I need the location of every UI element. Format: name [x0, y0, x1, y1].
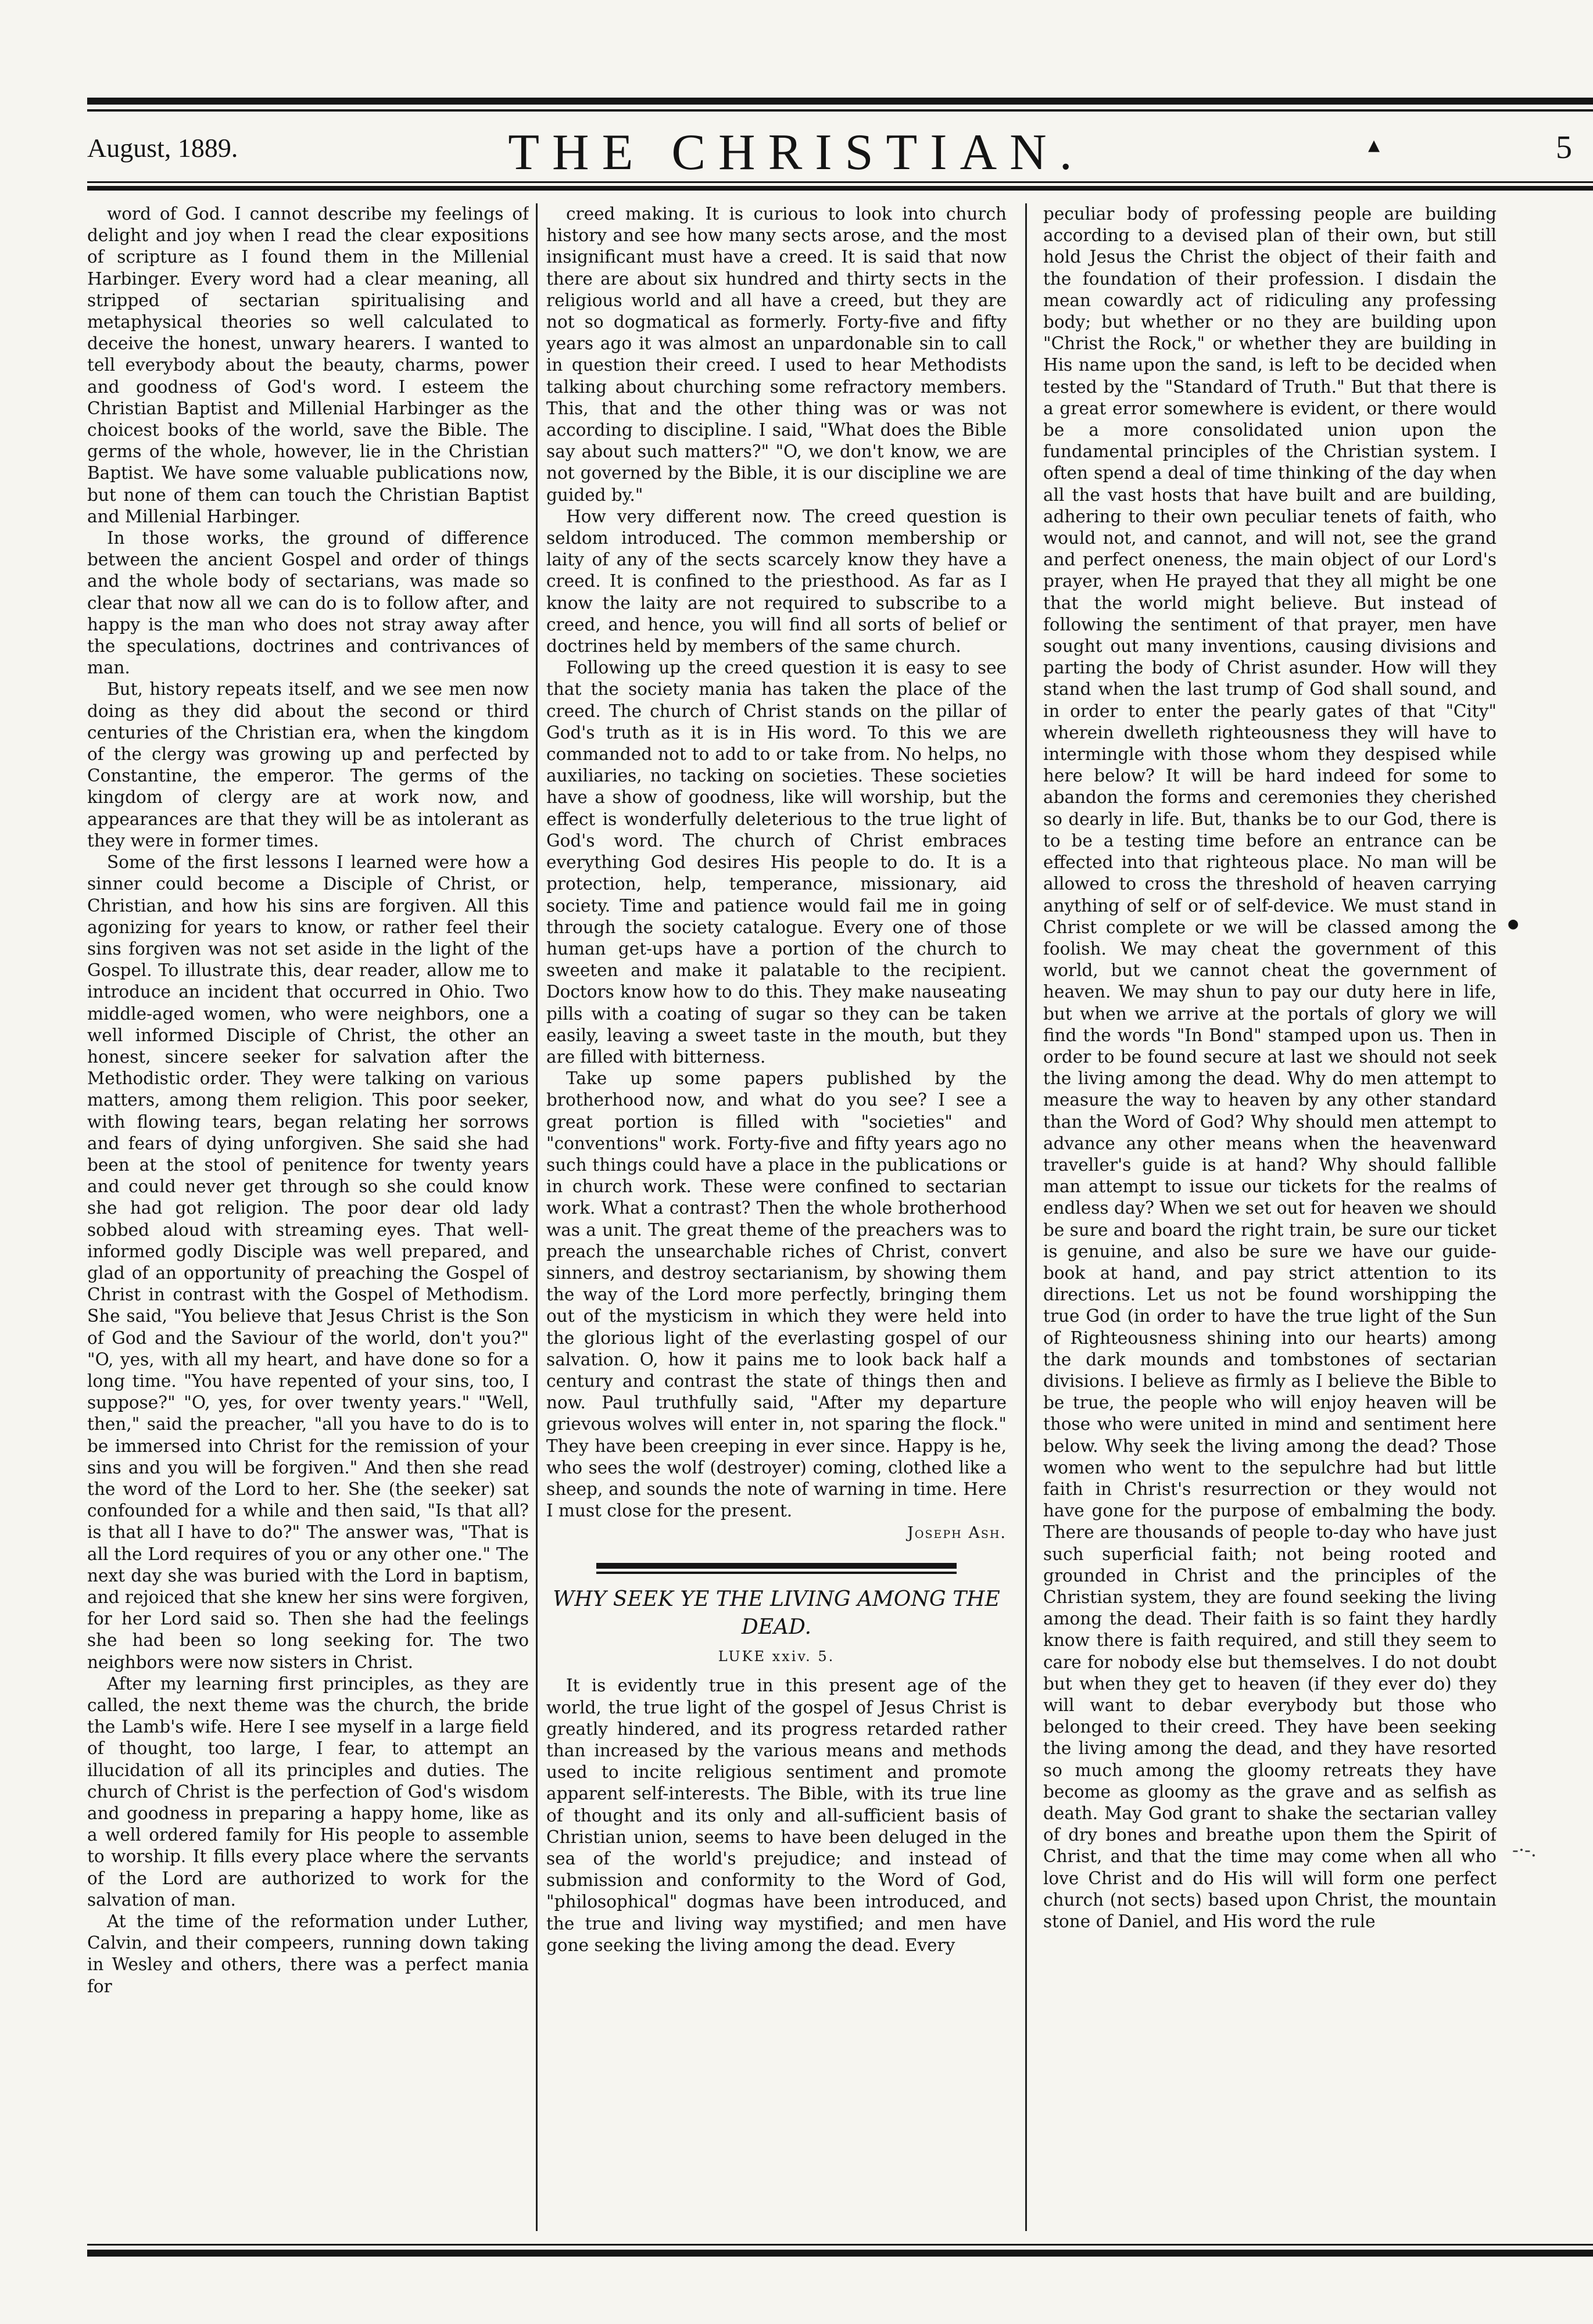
paragraph: Following up the creed question it is easy to see that the society mania has taken the place of the creed. The church of Christ stands on the pillar of God's truth as it is in His word. To this we are commanded not to add to or take from. No helps, no auxiliaries, no tacking on societies. These societies have a show of goodness, like will worship, but the effect is wonderfully deleterious to the true light of God's word. The church of Christ embraces everything God desires His people to do. It is a protection, help, temperance, missionary, aid society. Time and patience would fail me in going through the society catalogue. Every one of those human get-ups have a portion of the church to sweeten and make it palatable to the recipient. Doctors know how to do this. They make nauseating pills with a coating of sugar so they can be taken easily, leaving a sweet taste in the mouth, but they are filled with bitterness. — [546, 658, 1007, 1067]
paragraph: creed making. It is curious to look into church history and see how many sects arose, and the most insignificant must have a creed. It is said that now there are about six hundred and thirty sects in the religious world and all have a creed, but they are not so dogmatical as formerly. Forty-five and fifty years ago it was almost an unpardonable sin to call in question their creed. I used to hear Methodists talking about churching some refractory members. This, that and the other thing was or was not according to discipline. I said, "What does the Bible say about such matters?" "O, we don't know, we are not governed by the Bible, it is our discipline we are guided by." — [546, 204, 1007, 505]
column-divider-2 — [1025, 203, 1027, 2231]
top-rule-thick — [87, 98, 1593, 105]
paragraph: How very different now. The creed question is seldom introduced. The common membership or laity of any of the sects scarcely know they have a creed. It is confined to the priesthood. As far as I know the laity are not required to subscribe to a creed, and hence, you will find all sorts of belief or doctrines held by members of the same church. — [546, 506, 1007, 657]
bottom-rule-thin — [87, 2244, 1593, 2246]
column-divider-1 — [536, 203, 538, 2231]
column-1 — [87, 203, 529, 2236]
margin-mark: -·-. — [1512, 1839, 1537, 1861]
article-separator — [596, 1563, 957, 1574]
paragraph: But, history repeats itself, and we see men now doing as they did about the second or third centuries of the Christian era, when the kingdom of the clergy was growing up and perfected by Constantine, the emperor. The germs of the kingdom of clergy are at work now, and appearances are that they will be as intolerant as they were in former times. — [87, 679, 529, 851]
paragraph: It is evidently true in this present age of the world, the true light of the gospel of Jesus Christ is greatly hindered, and its progress retarded rather than increased by the various means and methods used to incite religious sentiment and promote apparent self-interests. The Bible, with its true line of thought and its only and all-sufficient basis of Christian union, seems to have been deluged in the sea of the world's prejudice; and instead of submission and conformity to the Word of God, "philosophical" dogmas have been introduced, and the true and living way mystified; and men have gone seeking the living among the dead. Every — [546, 1676, 1007, 1955]
paragraph: peculiar body of professing people are building according to a devised plan of their own, but still hold Jesus the Christ the object of their faith and the foundation of their profession. I disdain the mean cowardly act of ridiculing any professing body; but whether or no they are building upon "Christ the Rock," or whether they are building in His name upon the sand, is left to be decided when tested by the "Standard of Truth." But that there is a great error somewhere is evident, or there would be a more consolidated union upon the fundamental principles of the Christian system. I often spend a deal of time thinking of the day when all the vast hosts that have built and are building, adhering to their own peculiar tenets of faith, who would not, and cannot, and will not, see the grand and perfect oneness, the main object of our Lord's prayer, when He prayed that they all might be one that the world might believe. But instead of following the sentiment of that prayer, men have sought out many inventions, causing divisions and parting the body of Christ asunder. How will they stand when the last trump of God shall sound, and in order to enter the pearly gates of that "City" wherein dwelleth righteousness they will have to intermingle with those whom they despised while here below? It will be hard indeed for some to abandon the forms and ceremonies they cherished so dearly in life. But, thanks be to our God, there is to be a testing time before an entrance can be effected into that righteous place. No man will be allowed to cross the threshold of heaven carrying anything of self or of self-device. We must stand in Christ complete or we will be classed among the foolish. We may cheat the government of this world, but we cannot cheat the government of heaven. We may shun to pay our duty here in life, but when we arrive at the portals of glory we will find the words "In Bond" stamped upon us. Then in order to be found secure at last we should not seek the living among the dead. Why do men attempt to measure the way to heaven by any other standard than the Word of God? Why should men attempt to advance any other means when the heavenward traveller's guide is at hand? Why should fallible man attempt to issue our tickets for the realms of endless day? When we set out for heaven we should be sure and board the right train, be sure our ticket is genuine, and also be sure we have our guide-book at hand, and pay strict attention to its directions. Let us not be found worshipping the true God (in order to have the true light of the Sun of Righteousness shining into our hearts) among the dark mounds and tombstones of sectarian divisions. I believe as firmly as I believe the Bible to be true, the people who will enjoy heaven will be those who were united in mind and sentiment here below. Why seek the living among the dead? Those women who went to the sepulchre had but little faith in Christ's resurrection or they would not have gone for the purpose of embalming the body. There are thousands of people to-day who have just such superficial faith; not being rooted and grounded in Christ and the principles of the Christian system, they are found seeking the living among the dead. Their faith is so faint they hardly know there is faith required, and still they seem to care for nobody else but themselves. I do not doubt but when they get to heaven (if they ever do) they will want to debar everybody but those who belonged to their creed. They have been seeking the living among the dead, and they have resorted so much among the gloomy retreats they have become as gloomy as the grave and as selfish as death. May God grant to shake the sectarian valley of dry bones and breathe upon them the Spirit of Christ, and that the time may come when all who love Christ and do His will will form one perfect church (not sects) based upon Christ, the mountain stone of Daniel, and His word the rule — [1043, 204, 1497, 1932]
issue-date: August, 1889. — [87, 133, 238, 163]
ink-speck: ▴ — [1368, 131, 1380, 158]
paragraph: Some of the first lessons I learned were how a sinner could become a Disciple of Christ, or Christian, and how his sins are forgiven. All this agonizing for years to know, or rather feel their sins forgiven was not set aside in the light of the Gospel. To illustrate this, dear reader, allow me to introduce an incident that occurred in Ohio. Two middle-aged women, who were neighbors, one a well informed Disciple of Christ, the other an honest, sincere seeker for salvation after the Methodistic order. They were talking on various matters, among them religion. This poor seeker, with flowing tears, began relating her sorrows and fears of dying unforgiven. She said she had been at the stool of penitence for twenty years and could never get through so she could know she had got religion. The poor dear old lady sobbed aloud with streaming eyes. That well-informed godly Disciple was well prepared, and glad of an opportunity of preaching the Gospel of Christ in contrast with the Gospel of Methodism. She said, "You believe that Jesus Christ is the Son of God and the Saviour of the world, don't you?" "O, yes, with all my heart, and have done so for a long time. "You have repented of your sins, too, I suppose?" "O, yes, for over twenty years." "Well, then," said the preacher, "all you have to do is to be immersed into Christ for the remission of your sins and you will be forgiven." And then she read the word of the Lord to her. She (the seeker) sat confounded for a while and then said, "Is that all? is that all I have to do?" The answer was, "That is all the Lord requires of you or any other one." The next day she was buried with the Lord in baptism, and rejoiced that she knew her sins were forgiven, for her Lord said so. Then she had the feelings she had been so long seeking for. The two neighbors were now sisters in Christ. — [87, 852, 529, 1672]
paragraph: Take up some papers published by the brotherhood now, and what do you see? I see a great portion is filled with "societies" and "conventions" work. Forty-five and fifty years ago no such things could have a place in the publications or in church work. These were confined to sectarian work. What a contrast? Then the whole brotherhood was a unit. The great theme of the preachers was to preach the unsearchable riches of Christ, convert sinners, and destroy sectarianism, by showing them the way of the Lord more perfectly, bringing them out of the mysticism in which they were held into the glorious light of the everlasting gospel of our salvation. O, how it pains me to look back half a century and contrast the state of things then and now. Paul truthfully said, "After my departure grievous wolves will enter in, not sparing the flock." They have been creeping in ever since. Happy is he, who sees the wolf (destroyer) coming, clothed like a sheep, and sounds the note of warning in time. Here I must close for the present. — [546, 1068, 1007, 1521]
article-title: WHY SEEK YE THE LIVING AMONG THE DEAD. — [553, 1587, 1000, 1640]
column-3 — [1043, 203, 1497, 2236]
bottom-rule-thick — [87, 2250, 1593, 2257]
page-number: 5 — [1556, 130, 1572, 166]
masthead-title: THE CHRISTIAN. — [508, 124, 1085, 181]
paragraph: word of God. I cannot describe my feelings of delight and joy when I read the clear expositions of scripture as I found them in the Millenial Harbinger. Every word had a clear meaning, all stripped of sectarian spiritualising and metaphysical theories so well calculated to deceive the honest, unwary hearers. I wanted to tell everybody about the beauty, charms, power and goodness of God's word. I esteem the Christian Baptist and Millenial Harbinger as the choicest books of the world, save the Bible. The germs of the whole, however, lie in the Christian Baptist. We have some valuable publications now, but none of them can touch the Christian Baptist and Millenial Harbinger. — [87, 204, 529, 526]
header-rule-thin — [87, 181, 1593, 183]
scripture-reference: LUKE xxiv. 5. — [718, 1648, 835, 1665]
column-2 — [546, 203, 1007, 2236]
paragraph: In those works, the ground of difference between the ancient Gospel and order of things and the whole body of sectarians, was made so clear that now all we can do is to follow after, and happy is the man who does not stray away after the speculations, doctrines and contrivances of man. — [87, 528, 529, 678]
header-rule-thick — [87, 186, 1593, 191]
paragraph: At the time of the reformation under Luther, Calvin, and their compeers, running down taking in Wesley and others, there was a perfect mania for — [87, 1911, 529, 1996]
margin-bullet: ● — [1508, 917, 1519, 931]
author-signature: Joseph Ash. — [907, 1524, 1007, 1543]
top-rule-thin — [87, 109, 1593, 112]
paragraph: After my learning first principles, as they are called, the next theme was the church, the bride the Lamb's wife. Here I see myself in a large field of thought, too large, I fear, to attempt an illucidation of all its principles and duties. The church of Christ is the perfection of God's wisdom and goodness in preparing a happy home, like as a well ordered family for His people to assemble to worship. It fills every place where the servants of the Lord are authorized to work for the salvation of man. — [87, 1673, 529, 1910]
